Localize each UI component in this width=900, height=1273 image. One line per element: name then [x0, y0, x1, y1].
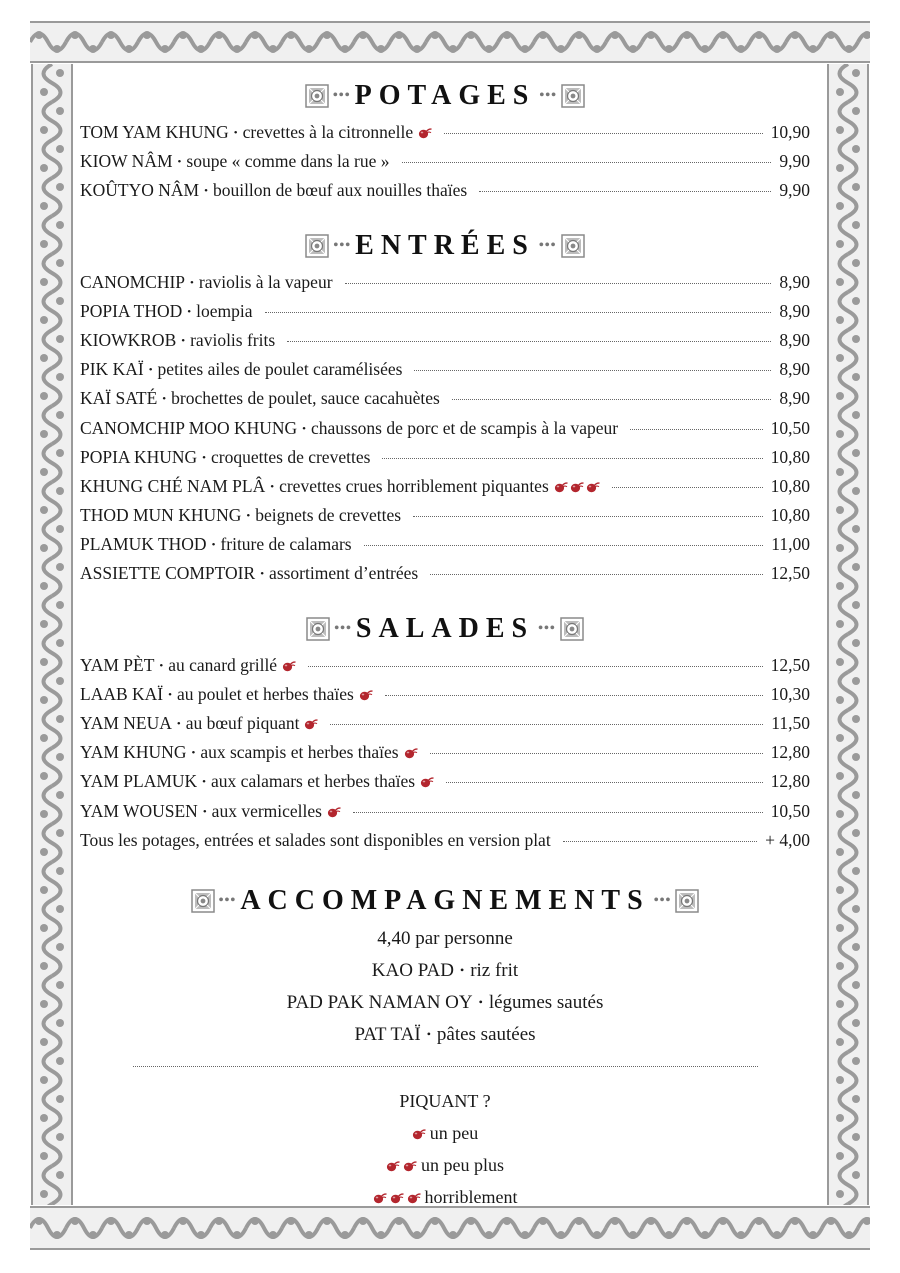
chili-group	[327, 806, 341, 818]
chili-pepper-icon	[327, 806, 341, 818]
item-name: PIK KAÏ	[80, 359, 144, 380]
bullet: •	[162, 393, 167, 406]
item-name: KIOW NÂM	[80, 151, 173, 172]
item-name: PAT TAÏ	[354, 1023, 421, 1045]
chili-pepper-icon	[282, 660, 296, 672]
item-name: KOÛTYO NÂM	[80, 180, 200, 201]
chili-pepper-icon	[304, 718, 318, 730]
menu-item	[80, 355, 810, 384]
dot-leader	[430, 752, 763, 754]
bullet: •	[177, 156, 182, 169]
item-desc: pâtes sautées	[436, 1023, 536, 1045]
item-desc: aux scampis et herbes thaïes	[200, 742, 399, 763]
bullet: •	[148, 364, 153, 377]
section-heading	[80, 224, 810, 268]
chili-pepper-icon	[403, 1160, 417, 1172]
menu-item	[80, 501, 810, 530]
heading-dots: •••	[333, 237, 352, 253]
heading-dots: •••	[653, 892, 672, 908]
note-text: Tous les potages, entrées et salades sont disponibles en version plat	[80, 829, 551, 850]
dot-leader	[385, 694, 763, 696]
section-entrees	[80, 224, 810, 589]
item-price: 10,80	[770, 446, 810, 467]
item-price: 10,50	[770, 800, 810, 821]
item-name: PAD PAK NAMAN OY	[286, 991, 473, 1013]
item-price: 12,80	[770, 742, 810, 763]
item-price: 10,80	[770, 475, 810, 496]
chili-pepper-icon	[386, 1160, 400, 1172]
item-price: 12,50	[770, 654, 810, 675]
bullet: •	[190, 276, 194, 289]
section-potages	[80, 74, 810, 206]
menu-item	[80, 384, 810, 413]
item-name: CANOMCHIP	[80, 271, 186, 292]
menu-item	[80, 268, 810, 297]
item-desc: assortiment d’entrées	[269, 563, 419, 584]
item-desc: au bœuf piquant	[185, 713, 300, 733]
item-price: 10,50	[770, 417, 810, 438]
legend-title: PIQUANT ?	[399, 1090, 491, 1111]
chili-group	[404, 747, 418, 759]
chili-pepper-icon	[373, 1192, 387, 1204]
dot-leader	[308, 665, 763, 667]
bullet: •	[246, 510, 251, 523]
bullet: •	[302, 422, 307, 435]
chili-pepper-icon	[570, 481, 584, 493]
chili-pepper-icon	[359, 689, 373, 701]
ornamental-border-right	[826, 64, 870, 1205]
item-price: 8,90	[779, 300, 810, 321]
chili-group	[282, 660, 296, 672]
chili-group	[304, 718, 318, 730]
dotted-divider	[133, 1065, 758, 1067]
bullet: •	[204, 185, 208, 198]
bullet: •	[233, 127, 238, 139]
item-list	[80, 268, 810, 589]
chili-group	[386, 1160, 417, 1172]
menu-item	[80, 147, 810, 176]
item-desc: légumes sautés	[488, 991, 604, 1013]
item-price: 11,00	[771, 534, 810, 555]
menu-item	[80, 443, 810, 472]
item-name: YAM KHUNG	[80, 742, 187, 763]
item-name: KIOWKROB	[80, 329, 177, 350]
bullet: •	[459, 962, 465, 977]
section-title: POTAGES	[354, 80, 536, 111]
item-desc: brochettes de poulet, sauce cacahuètes	[171, 388, 440, 409]
menu-item	[80, 651, 810, 680]
accompagnement-price: 4,40 par personne	[377, 927, 513, 949]
dot-leader	[630, 428, 762, 430]
heading-dots: •••	[539, 88, 558, 103]
heading-dots: •••	[538, 237, 557, 253]
bullet: •	[260, 568, 265, 581]
dot-leader	[563, 840, 757, 842]
dot-leader	[612, 486, 763, 488]
item-price: 8,90	[779, 359, 810, 380]
menu-item	[80, 472, 810, 501]
item-name: YAM PLAMUK	[80, 771, 198, 792]
item-desc: friture de calamars	[220, 534, 352, 555]
item-name: KAÏ SATÉ	[80, 388, 158, 409]
section-heading	[80, 879, 810, 923]
section-title: ENTRÉES	[355, 229, 535, 261]
section-salades	[80, 607, 810, 855]
bullet: •	[270, 480, 275, 493]
menu-item	[80, 297, 810, 326]
accompagnements-list	[80, 923, 810, 1051]
legend-level	[80, 1117, 810, 1149]
item-name: CANOMCHIP MOO KHUNG	[80, 417, 298, 438]
item-desc: beignets de crevettes	[255, 505, 402, 526]
dot-leader	[382, 457, 762, 459]
item-price: 8,90	[779, 388, 810, 409]
bullet: •	[478, 994, 483, 1009]
legend-label: horriblement	[424, 1186, 518, 1207]
item-name: ASSIETTE COMPTOIR	[80, 563, 256, 584]
item-price: 10,80	[770, 505, 810, 526]
menu-item	[80, 530, 810, 559]
dot-leader	[430, 573, 762, 575]
bullet: •	[202, 776, 207, 789]
dot-leader	[452, 398, 772, 400]
item-price: 10,30	[770, 683, 810, 704]
ornament-icon	[306, 617, 330, 641]
chili-pepper-icon	[420, 776, 434, 788]
item-price: 8,90	[779, 271, 810, 292]
item-name: YAM NEUA	[80, 713, 172, 733]
menu-item	[80, 797, 810, 826]
dot-leader	[353, 811, 763, 813]
item-name: THOD MUN KHUNG	[80, 505, 242, 526]
legend-label: un peu	[429, 1122, 479, 1143]
item-desc: au poulet et herbes thaïes	[176, 683, 354, 704]
ornament-icon	[561, 84, 585, 108]
item-price: 10,90	[770, 122, 810, 142]
chili-pepper-icon	[390, 1192, 404, 1204]
item-desc: bouillon de bœuf aux nouilles thaïes	[212, 180, 468, 201]
chili-group	[373, 1192, 421, 1204]
bullet: •	[187, 305, 192, 318]
section-title: SALADES	[355, 612, 535, 644]
dot-leader	[444, 132, 762, 134]
dot-leader	[414, 369, 771, 371]
menu-item	[80, 326, 810, 355]
section-accompagnements	[80, 879, 810, 1051]
item-desc: croquettes de crevettes	[211, 446, 371, 467]
heading-dots: •••	[538, 620, 556, 636]
item-name: YAM PÈT	[80, 654, 155, 675]
heading-dots: •••	[334, 620, 352, 636]
item-name: KHUNG CHÉ NAM PLÂ	[80, 475, 266, 496]
item-name: POPIA KHUNG	[80, 446, 198, 467]
item-name: LAAB KAÏ	[80, 683, 164, 704]
bullet: •	[426, 1026, 431, 1041]
menu-content	[80, 74, 810, 1213]
item-name: POPIA THOD	[80, 300, 183, 321]
section-heading	[80, 607, 810, 651]
bullet: •	[176, 718, 181, 730]
item-name: KAO PAD	[371, 959, 454, 981]
dot-leader	[287, 340, 771, 342]
accompagnement-item	[80, 955, 810, 987]
item-price: 12,50	[770, 563, 810, 584]
bullet: •	[191, 747, 196, 760]
chili-pepper-icon	[554, 481, 568, 493]
accompagnement-item	[80, 1019, 810, 1051]
item-price: 9,90	[779, 151, 810, 172]
menu-item	[80, 709, 810, 738]
bullet: •	[168, 688, 172, 701]
note-price: + 4,00	[765, 829, 810, 850]
section-title: ACCOMPAGNEMENTS	[240, 884, 650, 916]
item-desc: petites ailes de poulet caramélisées	[157, 359, 403, 380]
item-desc: aux calamars et herbes thaïes	[211, 771, 416, 792]
chili-group	[418, 127, 432, 139]
chili-group	[554, 481, 600, 493]
bullet: •	[202, 805, 207, 818]
menu-item	[80, 767, 810, 796]
accompagnement-item	[80, 987, 810, 1019]
item-desc: loempia	[196, 300, 253, 321]
chili-group	[412, 1128, 426, 1140]
chili-group	[420, 776, 434, 788]
item-desc: raviolis frits	[190, 329, 276, 350]
version-plat-note	[80, 826, 810, 855]
item-desc: chaussons de porc et de scampis à la vapeur	[311, 417, 619, 438]
item-list	[80, 118, 810, 206]
dot-leader	[446, 781, 763, 783]
menu-item	[80, 559, 810, 588]
ornament-icon	[305, 84, 329, 108]
bullet: •	[181, 334, 186, 347]
dot-leader	[345, 282, 772, 284]
item-name: YAM WOUSEN	[80, 800, 198, 821]
item-desc: crevettes crues horriblement piquantes	[279, 475, 549, 496]
ornamental-border-left	[30, 64, 74, 1205]
legend-label: un peu plus	[421, 1154, 504, 1175]
chili-pepper-icon	[586, 481, 600, 493]
chili-group	[359, 689, 373, 701]
item-price: 9,90	[779, 180, 810, 201]
chili-pepper-icon	[407, 1192, 421, 1204]
menu-item	[80, 176, 810, 205]
item-price: 12,80	[770, 771, 810, 792]
dot-leader	[364, 544, 764, 546]
chili-pepper-icon	[404, 747, 418, 759]
ornament-icon	[305, 234, 329, 258]
item-list	[80, 651, 810, 826]
chili-pepper-icon	[412, 1128, 426, 1140]
item-name: PLAMUK THOD	[80, 534, 207, 555]
spice-legend	[80, 1085, 810, 1213]
dot-leader	[479, 190, 771, 192]
bullet: •	[211, 539, 216, 552]
item-desc: raviolis à la vapeur	[198, 271, 333, 292]
item-desc: riz frit	[470, 959, 519, 981]
item-desc: crevettes à la citronnelle	[242, 122, 414, 142]
bullet: •	[159, 659, 164, 672]
dot-leader	[265, 311, 772, 313]
ornament-icon	[675, 889, 699, 913]
ornament-icon	[191, 889, 215, 913]
ornament-icon	[561, 234, 585, 258]
dot-leader	[330, 723, 763, 725]
dot-leader	[402, 161, 772, 163]
heading-dots: •••	[218, 892, 237, 908]
ornamental-border-top	[30, 20, 870, 64]
item-name: TOM YAM KHUNG	[80, 122, 229, 142]
legend-level	[80, 1149, 810, 1181]
menu-item	[80, 414, 810, 443]
heading-dots: •••	[332, 88, 351, 103]
chili-pepper-icon	[418, 127, 432, 139]
item-desc: au canard grillé	[168, 654, 278, 675]
menu-item	[80, 738, 810, 767]
dot-leader	[413, 515, 763, 517]
bullet: •	[202, 451, 207, 464]
item-desc: soupe « comme dans la rue »	[186, 151, 390, 172]
section-heading	[80, 74, 810, 118]
legend-level	[80, 1181, 810, 1213]
ornament-icon	[560, 617, 584, 641]
item-price: 8,90	[779, 329, 810, 350]
menu-item	[80, 118, 810, 147]
item-desc: aux vermicelles	[211, 800, 322, 821]
menu-item	[80, 680, 810, 709]
item-price: 11,50	[771, 713, 810, 733]
